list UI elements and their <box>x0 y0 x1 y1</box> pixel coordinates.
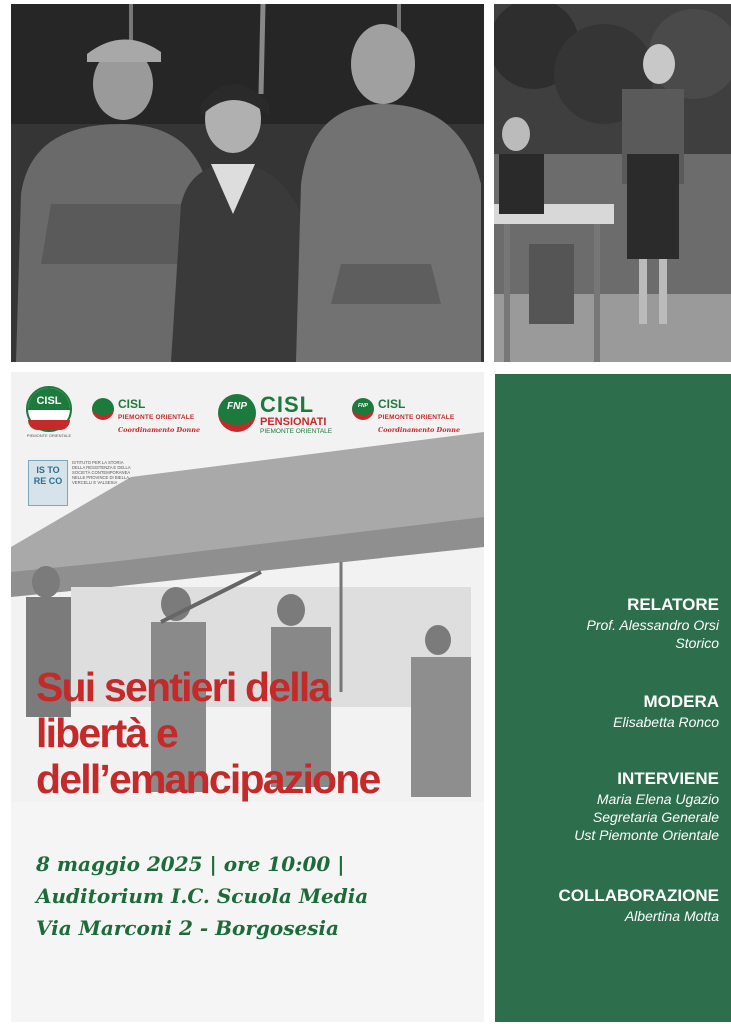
event-details <box>36 848 476 944</box>
relatore-role: Storico <box>675 635 719 651</box>
cisl-logo <box>26 386 72 438</box>
relatore-name: Prof. Alessandro Orsi <box>586 617 719 633</box>
istoreco-mark-icon: IS TO RE CO <box>28 460 68 506</box>
interviene-organization: Ust Piemonte Orientale <box>574 827 719 843</box>
sponsor-logos <box>26 386 476 438</box>
event-venue: Auditorium I.C. Scuola Media <box>36 884 369 908</box>
interviene-title: Segretaria Generale <box>592 809 719 825</box>
fnp-coordinamento-donne-logo <box>352 398 460 437</box>
cisl-logo-sub: PIEMONTE ORIENTALE <box>26 433 72 438</box>
cisl-coord-region: PIEMONTE ORIENTALE <box>118 414 195 421</box>
event-address: Via Marconi 2 - Borgosesia <box>36 916 339 940</box>
modera-block <box>504 691 719 731</box>
event-date-time: 8 maggio 2025 | ore 10:00 | <box>36 852 345 876</box>
interviene-name: Maria Elena Ugazio <box>596 791 719 807</box>
modera-name: Elisabetta Ronco <box>613 714 719 730</box>
istoreco-logo <box>28 460 132 506</box>
istoreco-description: ISTITUTO PER LA STORIA DELLA RESISTENZA E DELLA SOCIETÀ CONTEMPORANEA NELLE PROVINCE DI BIELLA, VERCELLI E VALSESIA <box>72 460 131 485</box>
title-line-2: libertà e <box>36 710 178 756</box>
fnp-cisl-label: CISL <box>260 392 315 417</box>
collaborazione-name: Albertina Motta <box>624 908 719 924</box>
cisl-logo-label: CISL <box>36 395 62 407</box>
fnp-coord-tagline: Coordinamento Donne <box>378 426 461 434</box>
fnp-coord-region: PIEMONTE ORIENTALE <box>378 414 455 421</box>
cisl-coord-tagline: Coordinamento Donne <box>118 426 201 434</box>
modera-heading: MODERA <box>643 692 719 711</box>
cisl-mini-icon <box>92 398 114 420</box>
cisl-coord-label: CISL <box>118 397 146 411</box>
relatore-block <box>504 594 719 652</box>
fnp-region-label: PIEMONTE ORIENTALE <box>260 428 333 435</box>
historical-photo-outdoor-table <box>494 4 731 362</box>
fnp-cisl-pensionati-logo <box>218 394 332 435</box>
fnp-pensionati-label: PENSIONATI <box>260 416 327 428</box>
interviene-block <box>504 768 719 844</box>
collaborazione-block <box>504 885 719 925</box>
historical-photo-three-people <box>11 4 484 362</box>
relatore-heading: RELATORE <box>627 595 719 614</box>
interviene-heading: INTERVIENE <box>617 769 719 788</box>
cisl-coordinamento-donne-logo <box>92 398 200 437</box>
fnp-mini-icon: FNP <box>352 398 374 420</box>
title-line-3: dell’emancipazione <box>36 756 380 802</box>
collaborazione-heading: COLLABORAZIONE <box>558 886 719 905</box>
fnp-coord-label: CISL <box>378 397 406 411</box>
title-line-1: Sui sentieri della <box>36 664 330 710</box>
fnp-badge-icon: FNP <box>218 394 256 432</box>
event-title <box>36 664 476 802</box>
